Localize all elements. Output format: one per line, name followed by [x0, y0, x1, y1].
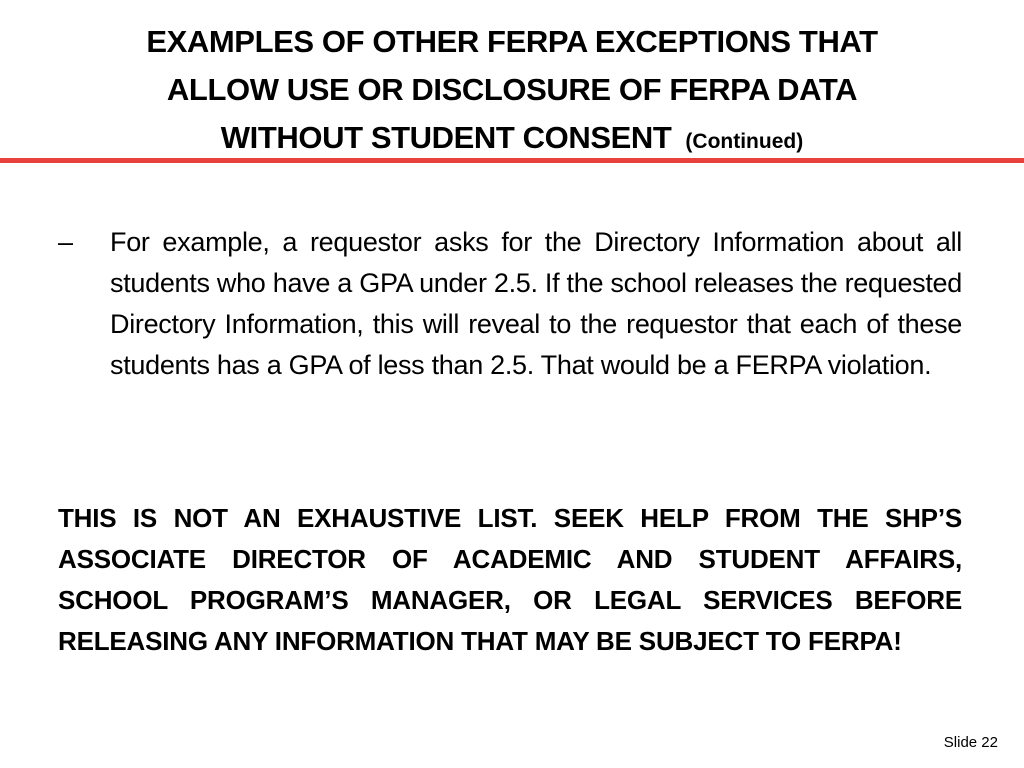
warning-notice: THIS IS NOT AN EXHAUSTIVE LIST. SEEK HELP FROM THE SHP’S ASSOCIATE DIRECTOR OF ACADEMIC AND STUDENT AFFAIRS, SCHOOL PROGRAM’S MANAGER, OR LEGAL SERVICES BEFORE RELEASING ANY INFORMATION THAT MAY BE SUBJECT TO FERPA!: [58, 503, 962, 656]
title-divider: [0, 158, 1024, 163]
title-line-2: ALLOW USE OR DISCLOSURE OF FERPA DATA: [166, 72, 858, 107]
bullet-item: [58, 222, 962, 386]
dash-bullet-icon: –: [58, 227, 74, 257]
title-line-1: EXAMPLES OF OTHER FERPA EXCEPTIONS THAT: [146, 24, 878, 59]
slide-number: Slide 22: [943, 734, 998, 751]
title-line-3-text: WITHOUT STUDENT CONSENT: [220, 120, 672, 155]
bullet-text: For example, a requestor asks for the Directory Information about all students who have a GPA under 2.5. If the school releases the requested Directory Information, this will reveal to the requestor that each of these students has a GPA of less than 2.5. That would be a FERPA violation.: [110, 227, 962, 380]
title-continued-label: (Continued): [685, 130, 804, 153]
slide-title: [80, 18, 944, 166]
